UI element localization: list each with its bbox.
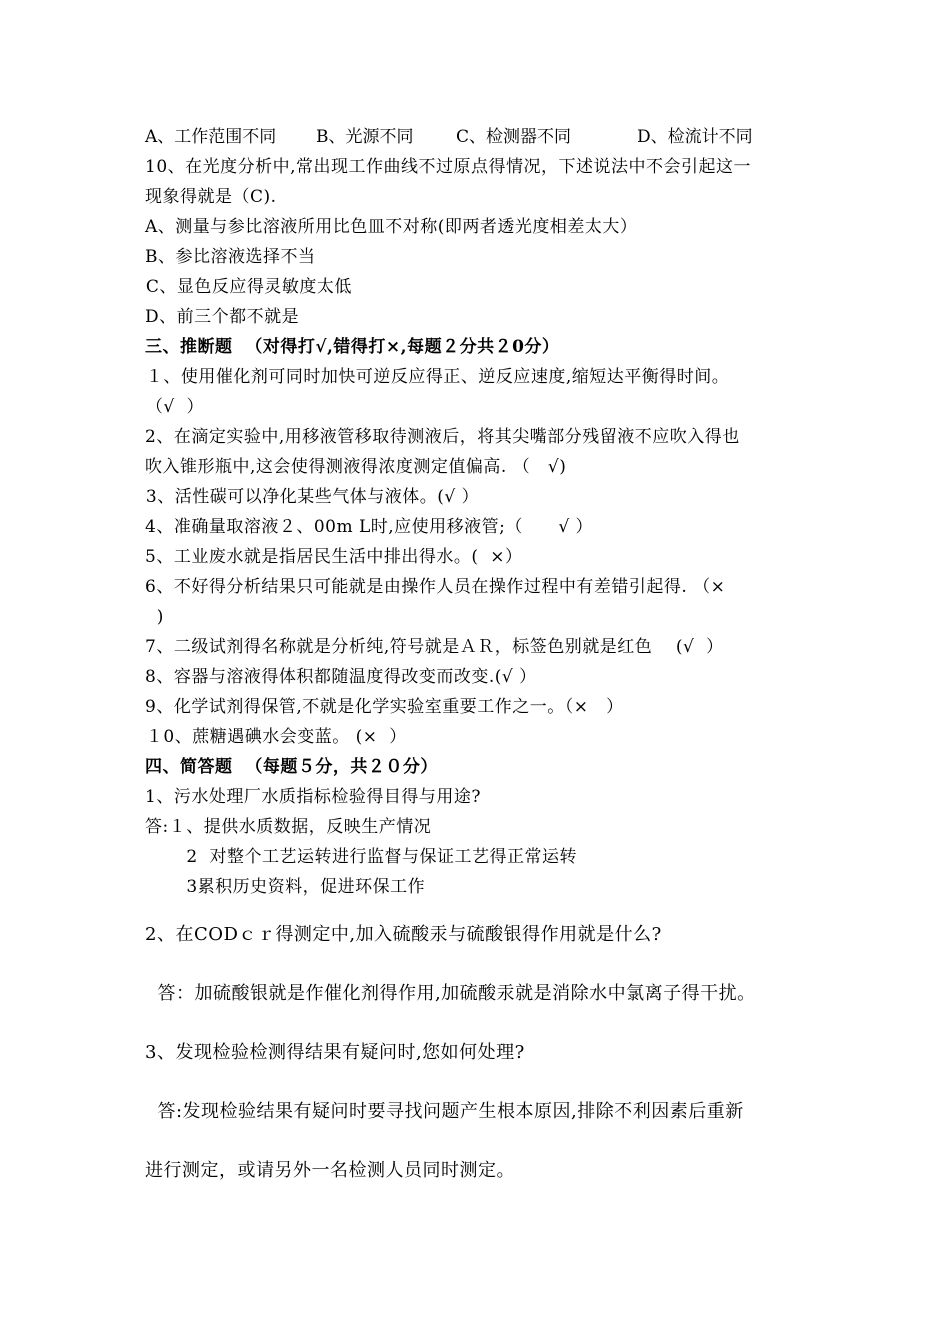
s3-item-7: 7、二级试剂得名称就是分析纯,符号就是ＡＲ，标签色别就是红色 (√ ） — [145, 637, 724, 657]
q9-option-a: A、工作范围不同 — [145, 127, 277, 147]
section-3-heading: 三、推断题 （对得打√,错得打×,每题２分共２0分） — [145, 337, 560, 357]
section-4-heading: 四、简答题 （每题５分，共２０分） — [145, 757, 438, 777]
s4-q1-answer-1: 答:１、提供水质数据，反映生产情况 — [145, 817, 432, 837]
s3-item-8: 8、容器与溶液得体积都随温度得改变而改变.(√ ） — [145, 667, 537, 687]
s4-q1-answer-3: 3累积历史资料，促进环保工作 — [145, 877, 426, 897]
s3-item-3: 3、活性碳可以净化某些气体与液体。(√ ） — [140, 487, 480, 507]
q10-option-d: D、前三个都不就是 — [145, 307, 300, 327]
s3-item-4: 4、准确量取溶液２、00m L时,应使用移液管;（ √ ） — [145, 517, 594, 537]
s3-item-9: 9、化学试剂得保管,不就是化学实验室重要工作之一。（× ） — [145, 697, 624, 717]
s3-item-1: １、使用催化剂可同时加快可逆反应得正、逆反应速度,缩短达平衡得时间。 — [140, 367, 730, 387]
q9-option-c: C、检测器不同 — [456, 127, 572, 147]
s3-item-6-line2: ) — [145, 607, 164, 627]
q10-stem-line2: 现象得就是（C). — [145, 187, 277, 207]
s3-item-1-answer: （√ ） — [140, 397, 205, 417]
s3-item-10: １0、蔗糖遇碘水会变蓝。 (× ） — [140, 727, 407, 747]
s4-q2-answer: 答：加硫酸银就是作催化剂得作用,加硫酸汞就是消除水中氯离子得干扰。 — [145, 983, 756, 1004]
s4-q3-answer-1: 答:发现检验结果有疑问时要寻找问题产生根本原因,排除不利因素后重新 — [145, 1101, 744, 1122]
q9-option-d: D、检流计不同 — [637, 127, 753, 147]
q10-option-c: C、显色反应得灵敏度太低 — [140, 277, 352, 297]
s3-item-5: 5、工业废水就是指居民生活中排出得水。( ×） — [145, 547, 523, 567]
s4-q1-answer-2: 2 对整个工艺运转进行监督与保证工艺得正常运转 — [145, 847, 577, 867]
q9-option-b: B、光源不同 — [316, 127, 414, 147]
s4-q3-answer-2: 进行测定，或请另外一名检测人员同时测定。 — [145, 1160, 515, 1181]
s3-item-2-line1: 2、在滴定实验中,用移液管移取待测液后，将其尖嘴部分残留液不应吹入得也 — [145, 427, 740, 447]
q10-stem-line1: 10、在光度分析中,常出现工作曲线不过原点得情况，下述说法中不会引起这一 — [145, 157, 752, 177]
s4-q2: 2、在CODｃｒ得测定中,加入硫酸汞与硫酸银得作用就是什么? — [145, 924, 662, 945]
q10-option-a: A、测量与参比溶液所用比色皿不对称(即两者透光度相差太大） — [145, 217, 638, 237]
s3-item-2-line2: 吹入锥形瓶中,这会使得测液得浓度测定值偏高. （ √) — [145, 457, 567, 477]
s3-item-6-line1: 6、不好得分析结果只可能就是由操作人员在操作过程中有差错引起得. （× — [145, 577, 726, 597]
s4-q1: 1、污水处理厂水质指标检验得目得与用途? — [145, 787, 481, 807]
q10-option-b: B、参比溶液选择不当 — [145, 247, 316, 267]
s4-q3: 3、发现检验检测得结果有疑问时,您如何处理? — [145, 1042, 525, 1063]
